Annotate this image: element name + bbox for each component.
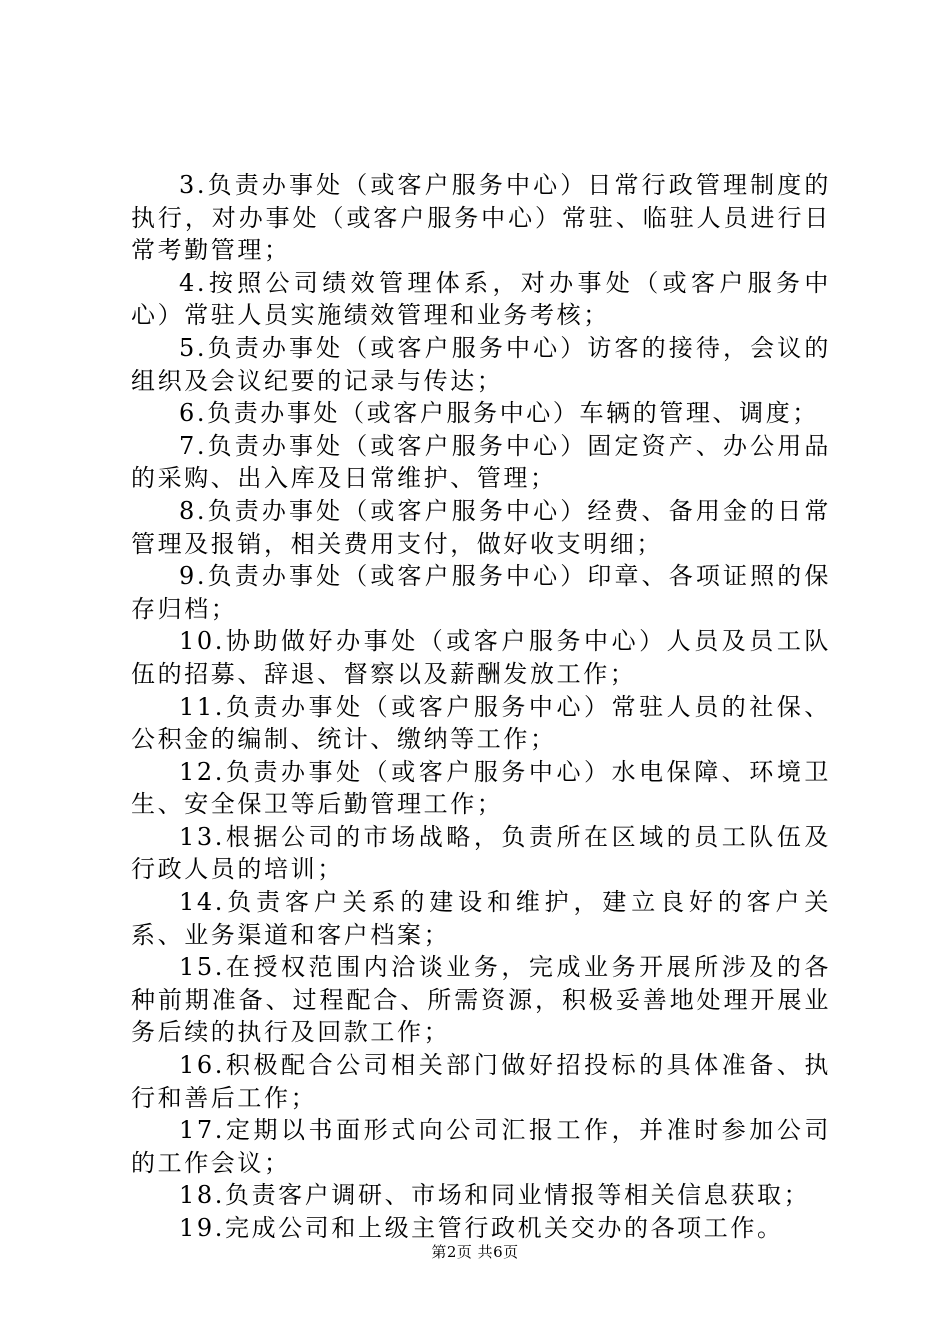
duty-item-17: 17.定期以书面形式向公司汇报工作，并准时参加公司的工作会议；: [131, 1116, 831, 1177]
duty-item-13: 13.根据公司的市场战略，负责所在区域的员工队伍及行政人员的培训；: [131, 822, 831, 884]
duty-item-4: 4.按照公司绩效管理体系，对办事处（或客户服务中心）常驻人员实施绩效管理和业务考核；: [131, 268, 831, 330]
document-body: [131, 169, 831, 1245]
duty-item-15: 15.在授权范围内洽谈业务，完成业务开展所涉及的各种前期准备、过程配合、所需资源，积极妥善地处理开展业务后续的执行及回款工作；: [131, 953, 831, 1047]
duty-item-3: 3.负责办事处（或客户服务中心）日常行政管理制度的执行，对办事处（或客户服务中心）常驻、临驻人员进行日常考勤管理；: [131, 171, 831, 265]
duty-item-8: 8.负责办事处（或客户服务中心）经费、备用金的日常管理及报销，相关费用支付，做好收支明细；: [131, 496, 831, 558]
page-number-footer: 第2页 共6页: [431, 1243, 519, 1261]
duty-item-12: 12.负责办事处（或客户服务中心）水电保障、环境卫生、安全保卫等后勤管理工作；: [131, 757, 831, 819]
duty-item-19: 19.完成公司和上级主管行政机关交办的各项工作。: [179, 1214, 784, 1242]
duty-item-18: 18.负责客户调研、市场和同业情报等相关信息获取；: [179, 1181, 811, 1210]
duty-item-9: 9.负责办事处（或客户服务中心）印章、各项证照的保存归档；: [131, 562, 831, 623]
duty-item-14: 14.负责客户关系的建设和维护，建立良好的客户关系、业务渠道和客户档案；: [131, 888, 831, 949]
duty-item-10: 10.协助做好办事处（或客户服务中心）人员及员工队伍的招募、辞退、督察以及薪酬发放工作；: [131, 627, 831, 688]
duty-item-16: 16.积极配合公司相关部门做好招投标的具体准备、执行和善后工作；: [131, 1051, 831, 1112]
duty-item-6: 6.负责办事处（或客户服务中心）车辆的管理、调度；: [179, 399, 819, 428]
duty-item-11: 11.负责办事处（或客户服务中心）常驻人员的社保、公积金的编制、统计、缴纳等工作；: [131, 692, 831, 754]
duty-item-5: 5.负责办事处（或客户服务中心）访客的接待，会议的组织及会议纪要的记录与传达；: [131, 333, 831, 395]
duty-item-7: 7.负责办事处（或客户服务中心）固定资产、办公用品的采购、出入库及日常维护、管理；: [131, 431, 831, 493]
